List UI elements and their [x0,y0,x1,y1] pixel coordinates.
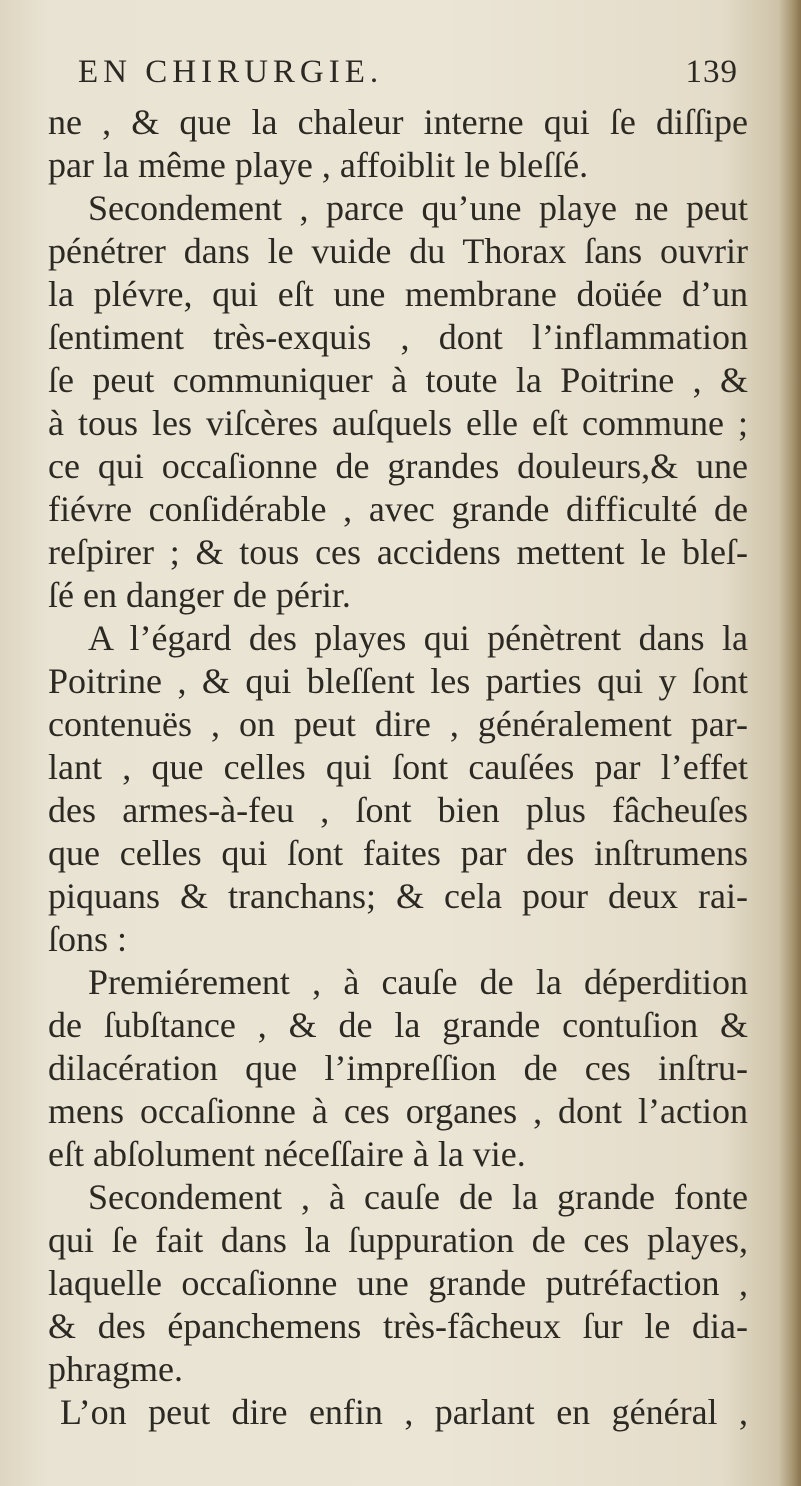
text-line: Secondement , parce qu’une playe ne peut [88,188,748,228]
text-line: ſons : [48,919,128,959]
text-line: par la même playe , affoiblit le bleſſé. [48,145,589,185]
text-line: dilacération que l’impreſſion de ces inſtru- [48,1048,748,1088]
text-line: L’on peut dire enfin , parlant en général , [60,1392,748,1432]
page-number: 139 [685,54,738,90]
text-line: A l’égard des playes qui pénètrent dans la [88,618,748,658]
text-line: laquelle occaſionne une grande putréfaction , [48,1263,748,1303]
text-line: ſentiment très-exquis , dont l’inflammation [48,317,748,357]
text-line: ne , & que la chaleur interne qui ſe diſſipe [48,102,748,142]
text-line: ce qui occaſionne de grandes douleurs,& une [48,446,748,486]
text-line: la plévre, qui eſt une membrane doüée d’un [48,274,748,314]
text-line: contenuës , on peut dire , généralement par- [48,704,748,744]
text-line: Secondement , à cauſe de la grande fonte [88,1177,748,1217]
text-line: Poitrine , & qui bleſſent les parties qui y ſont [48,661,748,701]
text-line: lant , que celles qui ſont cauſées par l’effet [48,747,748,787]
text-line: ſé en danger de périr. [48,575,351,615]
text-line: & des épanchemens très-fâcheux ſur le dia- [48,1306,748,1346]
text-line: Premiérement , à cauſe de la déperdition [88,962,748,1002]
text-line: des armes-à-feu , ſont bien plus fâcheuſes [48,790,748,830]
text-line: à tous les viſcères auſquels elle eſt commune ; [48,403,748,443]
text-line: ſe peut communiquer à toute la Poitrine , & [48,360,748,400]
text-line: piquans & tranchans; & cela pour deux rai- [48,876,748,916]
page-edge-shadow [779,0,801,1486]
text-line: de ſubſtance , & de la grande contuſion & [48,1005,748,1045]
page-header [78,54,738,98]
text-line: qui ſe fait dans la ſuppuration de ces playes, [48,1220,748,1260]
text-line: mens occaſionne à ces organes , dont l’action [48,1091,748,1131]
text-line: que celles qui ſont faites par des inſtrumens [48,833,748,873]
text-line: pénétrer dans le vuide du Thorax ſans ouvrir [48,231,748,271]
text-line: phragme. [48,1349,183,1389]
text-line: eſt abſolument néceſſaire à la vie. [48,1134,526,1174]
running-title: EN CHIRURGIE. [78,54,384,90]
text-line: reſpirer ; & tous ces accidens mettent le bleſ- [48,532,748,572]
text-line: fiévre conſidérable , avec grande difficulté de [48,489,748,529]
